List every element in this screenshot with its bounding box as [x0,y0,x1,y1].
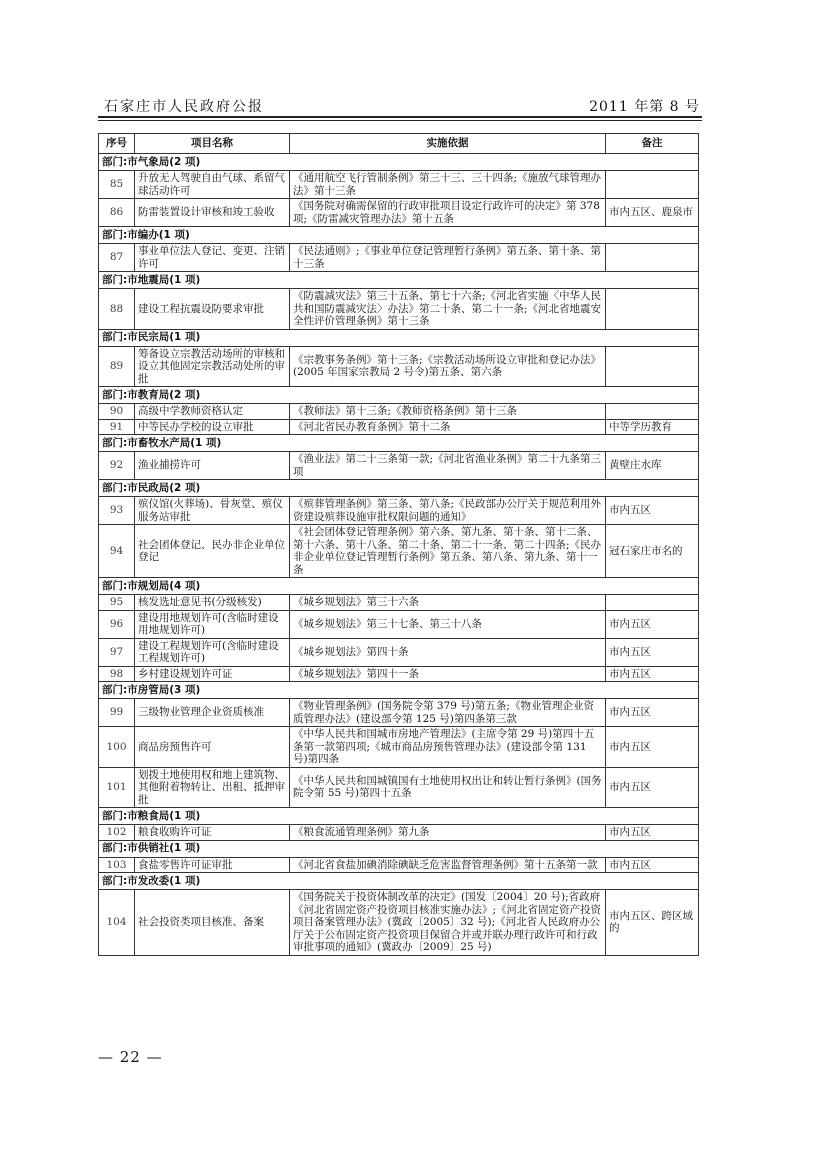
header-rule-thick [98,116,702,118]
item-basis: 《城乡规划法》第三十六条 [290,595,606,611]
item-name: 核发选址意见书(分级核发) [135,595,290,611]
item-note: 中等学历教育 [606,419,699,435]
item-basis: 《民法通则》;《事业单位登记管理暂行条例》第五条、第十条、第十三条 [290,244,606,272]
department-row [99,873,699,890]
table-row [99,595,699,611]
department-label: 部门:市发改委(1 项) [99,873,699,890]
item-number: 97 [99,638,135,666]
item-note: 冠石家庄市名的 [606,525,699,578]
department-label: 部门:市粮食局(1 项) [99,808,699,825]
item-number: 87 [99,244,135,272]
item-basis: 《河北省食盐加碘消除碘缺乏危害监督管理条例》第十五条第一款 [290,857,606,873]
item-note: 市内五区 [606,857,699,873]
item-number: 94 [99,525,135,578]
department-label: 部门:市民政局(2 项) [99,480,699,497]
item-number: 89 [99,346,135,387]
table-row [99,452,699,480]
item-number: 102 [99,825,135,841]
item-number: 93 [99,497,135,525]
table-header-row [99,134,699,154]
item-number: 96 [99,610,135,638]
item-basis: 《物业管理条例》(国务院令第 379 号)第五条;《物业管理企业资质管理办法》(建设部令第 125 号)第四条第三款 [290,699,606,727]
department-row [99,329,699,346]
item-name: 乡村建设规划许可证 [135,666,290,682]
table-row [99,610,699,638]
item-name: 筹备设立宗教活动场所的审核和设立其他固定宗教活动处所的审批 [135,346,290,387]
item-basis: 《防震减灾法》第三十五条、第七十六条;《河北省实施〈中华人民共和国防震减灾法〉办法》第二十条、第二十一条;《河北省地震安全性评价管理条例》第十三条 [290,289,606,330]
table-row [99,419,699,435]
department-row [99,272,699,289]
item-note: 市内五区 [606,610,699,638]
table-row [99,638,699,666]
department-label: 部门:市供销社(1 项) [99,840,699,857]
department-row [99,154,699,171]
item-note: 市内五区、鹿泉市 [606,199,699,227]
table-row [99,890,699,956]
department-label: 部门:市编办(1 项) [99,227,699,244]
item-basis: 《教师法》第十三条;《教师资格条例》第十三条 [290,404,606,420]
item-basis: 《城乡规划法》第四十条 [290,638,606,666]
item-number: 86 [99,199,135,227]
item-number: 91 [99,419,135,435]
table-row [99,171,699,199]
item-note [606,244,699,272]
item-name: 三级物业管理企业资质核准 [135,699,290,727]
table-body [99,154,699,956]
table-row [99,244,699,272]
department-label: 部门:市气象局(2 项) [99,154,699,171]
table-row [99,699,699,727]
header-rule-thin [98,120,702,121]
item-number: 92 [99,452,135,480]
table-row [99,346,699,387]
department-label: 部门:市民宗局(1 项) [99,329,699,346]
item-name: 事业单位法人登记、变更、注销许可 [135,244,290,272]
item-basis: 《城乡规划法》第三十七条、第三十八条 [290,610,606,638]
item-name: 粮食收购许可证 [135,825,290,841]
item-name: 划拨土地使用权和地上建筑物、其他附着物转让、出租、抵押审批 [135,767,290,808]
item-name: 升放无人驾驶自由气球、系留气球活动许可 [135,171,290,199]
item-name: 中等民办学校的设立审批 [135,419,290,435]
item-basis: 《中华人民共和国城镇国有土地使用权出让和转让暂行条例》(国务院令第 55 号)第四十五条 [290,767,606,808]
approval-items-table [98,133,699,956]
department-row [99,435,699,452]
item-basis: 《河北省民办教育条例》第十二条 [290,419,606,435]
item-basis: 《城乡规划法》第四十一条 [290,666,606,682]
table-row [99,727,699,768]
item-basis: 《宗教事务条例》第十三条;《宗教活动场所设立审批和登记办法》(2005 年国家宗教局 2 号令)第五条、第六条 [290,346,606,387]
department-label: 部门:市地震局(1 项) [99,272,699,289]
item-note: 市内五区 [606,666,699,682]
table-row [99,857,699,873]
item-name: 社会投资类项目核准、备案 [135,890,290,956]
item-basis: 《国务院对确需保留的行政审批项目设定行政许可的决定》第 378 项;《防雷减灾管理办法》第十五条 [290,199,606,227]
item-note: 市内五区、跨区域的 [606,890,699,956]
item-number: 103 [99,857,135,873]
item-note: 市内五区 [606,699,699,727]
department-label: 部门:市房管局(3 项) [99,682,699,699]
item-number: 100 [99,727,135,768]
item-note: 市内五区 [606,497,699,525]
publication-title: 石家庄市人民政府公报 [104,99,264,115]
item-note [606,346,699,387]
issue-number: 2011 年第 8 号 [589,99,700,115]
column-header-name: 项目名称 [135,134,290,154]
item-note: 市内五区 [606,727,699,768]
item-number: 95 [99,595,135,611]
department-row [99,578,699,595]
item-name: 建设用地规划许可(含临时建设用地规划许可) [135,610,290,638]
item-number: 101 [99,767,135,808]
item-note [606,404,699,420]
department-row [99,227,699,244]
table-row [99,767,699,808]
table-row [99,199,699,227]
table-row [99,289,699,330]
item-note [606,289,699,330]
department-row [99,840,699,857]
item-number: 85 [99,171,135,199]
item-basis: 《社会团体登记管理条例》第六条、第九条、第十条、第十二条、第十六条、第十八条、第二十条、第二十一条、第二十四条;《民办非企业单位登记管理暂行条例》第五条、第八条、第九条、第十一条 [290,525,606,578]
item-basis: 《国务院关于投资体制改革的决定》(国发〔2004〕20 号);省政府《河北省固定资产投资项目核准实施办法》;《河北省固定资产投资项目备案管理办法》(冀政〔2005〕32 号);《河北省人民政府办公厅关于公布固定资产投资项目保留合并或并联办理行政许可和行政审批事项的通知》(冀政办〔2009〕25 号) [290,890,606,956]
table-row [99,666,699,682]
table-row [99,497,699,525]
item-name: 防雷装置设计审核和竣工验收 [135,199,290,227]
department-label: 部门:市教育局(2 项) [99,387,699,404]
item-note [606,595,699,611]
department-label: 部门:市畜牧水产局(1 项) [99,435,699,452]
table-row [99,404,699,420]
department-row [99,387,699,404]
item-note: 黄壁庄水库 [606,452,699,480]
page-number: — 22 — [98,1048,163,1066]
item-basis: 《殡葬管理条例》第三条、第八条;《民政部办公厅关于规范利用外资建设殡葬设施审批权限问题的通知》 [290,497,606,525]
item-name: 渔业捕捞许可 [135,452,290,480]
item-name: 高级中学教师资格认定 [135,404,290,420]
page-header [100,96,700,116]
item-name: 殡仪馆(火葬场)、骨灰堂、殡仪服务站审批 [135,497,290,525]
item-basis: 《中华人民共和国城市房地产管理法》(主席令第 29 号)第四十五条第一款第四项;《城市商品房预售管理办法》(建设部令第 131 号)第四条 [290,727,606,768]
item-number: 104 [99,890,135,956]
column-header-basis: 实施依据 [290,134,606,154]
item-note: 市内五区 [606,767,699,808]
table-row [99,525,699,578]
item-note: 市内五区 [606,825,699,841]
item-basis: 《粮食流通管理条例》第九条 [290,825,606,841]
item-name: 建设工程抗震设防要求审批 [135,289,290,330]
item-basis: 《通用航空飞行管制条例》第三十三、三十四条;《施放气球管理办法》第十三条 [290,171,606,199]
item-name: 食盐零售许可证审批 [135,857,290,873]
item-number: 98 [99,666,135,682]
department-row [99,808,699,825]
item-name: 商品房预售许可 [135,727,290,768]
department-row [99,480,699,497]
item-number: 99 [99,699,135,727]
department-row [99,682,699,699]
item-name: 建设工程规划许可(含临时建设工程规划许可) [135,638,290,666]
item-number: 90 [99,404,135,420]
item-note: 市内五区 [606,638,699,666]
column-header-note: 备注 [606,134,699,154]
department-label: 部门:市规划局(4 项) [99,578,699,595]
item-note [606,171,699,199]
item-number: 88 [99,289,135,330]
column-header-no: 序号 [99,134,135,154]
item-basis: 《渔业法》第二十三条第一款;《河北省渔业条例》第二十九条第三项 [290,452,606,480]
table-row [99,825,699,841]
item-name: 社会团体登记、民办非企业单位登记 [135,525,290,578]
